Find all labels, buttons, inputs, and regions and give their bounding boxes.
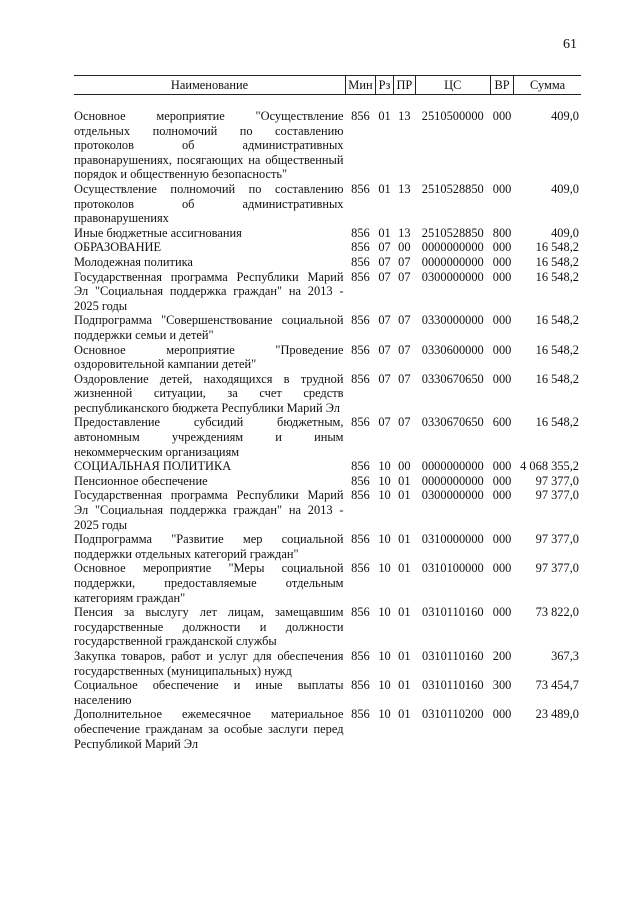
row-cs: 0000000000 xyxy=(421,254,484,269)
row-vr: 000 xyxy=(492,254,512,269)
row-name: Осуществление полномочий по составлению протоколов об административных правонарушениях xyxy=(74,181,344,226)
row-sum: 97 377,0 xyxy=(535,561,579,576)
row-rz: 07 xyxy=(378,240,391,255)
row-vr: 200 xyxy=(492,648,512,663)
row-sum: 23 489,0 xyxy=(535,707,579,722)
row-rz: 10 xyxy=(378,488,391,503)
row-sum: 16 548,2 xyxy=(535,269,579,284)
row-min: 856 xyxy=(351,473,370,488)
row-cs: 2510528850 xyxy=(421,181,484,196)
table-row xyxy=(74,474,581,489)
row-pr: 07 xyxy=(398,415,411,430)
table-body xyxy=(74,95,581,752)
row-vr: 600 xyxy=(492,415,512,430)
table-row xyxy=(74,678,581,707)
table-row xyxy=(74,313,581,342)
row-vr: 000 xyxy=(492,532,512,547)
table-row xyxy=(74,415,581,459)
row-cs: 0310110160 xyxy=(422,605,484,620)
row-name: Пенсионное обеспечение xyxy=(74,473,208,488)
row-pr: 07 xyxy=(398,313,411,328)
row-sum: 97 377,0 xyxy=(535,473,579,488)
row-sum: 4 068 355,2 xyxy=(520,459,579,474)
row-cs: 0000000000 xyxy=(421,459,484,474)
row-min: 856 xyxy=(351,313,370,328)
row-pr: 13 xyxy=(398,181,411,196)
row-name: СОЦИАЛЬНАЯ ПОЛИТИКА xyxy=(74,459,232,474)
row-cs: 0310110160 xyxy=(422,648,484,663)
row-min: 856 xyxy=(351,648,370,663)
header-pr: ПР xyxy=(394,76,415,95)
row-sum: 409,0 xyxy=(551,181,579,196)
row-name: Подпрограмма "Развитие мер социальной поддержки отдельных категорий граждан" xyxy=(74,532,344,561)
row-sum: 367,3 xyxy=(551,648,579,663)
table-row xyxy=(74,240,581,255)
row-rz: 10 xyxy=(378,678,391,693)
row-cs: 0310000000 xyxy=(421,532,484,547)
row-cs: 0330000000 xyxy=(421,313,484,328)
row-vr: 000 xyxy=(492,313,512,328)
table-row xyxy=(74,372,581,416)
row-cs: 0300000000 xyxy=(421,488,484,503)
row-vr: 000 xyxy=(492,371,512,386)
row-rz: 07 xyxy=(378,415,391,430)
row-vr: 000 xyxy=(492,342,512,357)
row-vr: 000 xyxy=(492,605,512,620)
table-row xyxy=(74,343,581,372)
row-min: 856 xyxy=(351,225,370,240)
row-min: 856 xyxy=(351,269,370,284)
row-vr: 000 xyxy=(492,269,512,284)
row-rz: 07 xyxy=(378,254,391,269)
row-vr: 000 xyxy=(492,707,512,722)
table-row xyxy=(74,109,581,182)
row-pr: 13 xyxy=(398,109,411,123)
row-rz: 10 xyxy=(378,561,391,576)
budget-table xyxy=(74,75,581,751)
row-rz: 10 xyxy=(378,707,391,722)
row-sum: 16 548,2 xyxy=(535,371,579,386)
row-min: 856 xyxy=(351,240,370,255)
row-min: 856 xyxy=(351,342,370,357)
row-pr: 01 xyxy=(398,561,411,576)
row-pr: 07 xyxy=(398,254,411,269)
row-pr: 00 xyxy=(398,240,411,255)
header-rz: Рз xyxy=(375,76,393,95)
row-pr: 00 xyxy=(398,459,411,474)
row-cs: 0300000000 xyxy=(421,269,484,284)
row-pr: 01 xyxy=(398,648,411,663)
row-sum: 16 548,2 xyxy=(535,254,579,269)
row-cs: 0330670650 xyxy=(421,371,484,386)
row-rz: 01 xyxy=(378,109,391,123)
row-min: 856 xyxy=(351,109,370,123)
row-name: Социальное обеспечение и иные выплаты населению xyxy=(74,678,344,707)
row-vr: 000 xyxy=(492,561,512,576)
row-sum: 409,0 xyxy=(551,225,579,240)
row-rz: 10 xyxy=(378,473,391,488)
table-row xyxy=(74,561,581,605)
row-rz: 07 xyxy=(378,371,391,386)
row-min: 856 xyxy=(351,532,370,547)
row-rz: 10 xyxy=(378,648,391,663)
header-cs: ЦС xyxy=(415,76,491,95)
page-number: 61 xyxy=(563,37,577,52)
table-row xyxy=(74,488,581,532)
row-name: Подпрограмма "Совершенствование социальной поддержки семьи и детей" xyxy=(74,313,344,342)
row-pr: 07 xyxy=(398,342,411,357)
row-min: 856 xyxy=(351,605,370,620)
row-rz: 10 xyxy=(378,605,391,620)
row-sum: 97 377,0 xyxy=(535,532,579,547)
header-vr: ВР xyxy=(491,76,514,95)
table-row xyxy=(74,459,581,474)
row-vr: 000 xyxy=(492,181,512,196)
row-name: ОБРАЗОВАНИЕ xyxy=(74,240,162,255)
row-rz: 07 xyxy=(378,269,391,284)
row-min: 856 xyxy=(351,459,370,474)
row-vr: 000 xyxy=(492,488,512,503)
table-row xyxy=(74,532,581,561)
row-cs: 0000000000 xyxy=(421,240,484,255)
row-name: Пенсия за выслугу лет лицам, замещавшим государственные должности и должности государственной гражданской службы xyxy=(74,605,344,649)
row-sum: 16 548,2 xyxy=(535,240,579,255)
row-cs: 0310100000 xyxy=(421,561,484,576)
row-pr: 13 xyxy=(398,225,411,240)
row-name: Дополнительное ежемесячное материальное обеспечение гражданам за особые заслуги перед Республикой Марий Эл xyxy=(74,707,344,751)
row-name: Закупка товаров, работ и услуг для обеспечения государственных (муниципальных) нужд xyxy=(74,648,344,678)
row-cs: 0310110200 xyxy=(422,707,484,722)
row-pr: 01 xyxy=(398,707,411,722)
row-vr: 000 xyxy=(492,473,512,488)
row-sum: 409,0 xyxy=(551,109,579,123)
row-rz: 07 xyxy=(378,342,391,357)
table-row xyxy=(74,707,581,751)
row-min: 856 xyxy=(351,415,370,430)
table-row xyxy=(74,182,581,226)
row-sum: 16 548,2 xyxy=(535,342,579,357)
row-cs: 0330600000 xyxy=(421,342,484,357)
row-cs: 0310110160 xyxy=(422,678,484,693)
row-rz: 10 xyxy=(378,459,391,474)
row-vr: 300 xyxy=(492,678,512,693)
row-cs: 0330670650 xyxy=(421,415,484,430)
row-pr: 01 xyxy=(398,473,411,488)
row-sum: 73 822,0 xyxy=(535,605,579,620)
row-pr: 01 xyxy=(398,488,411,503)
table-row xyxy=(74,605,581,649)
row-vr: 000 xyxy=(492,459,512,474)
row-pr: 01 xyxy=(398,532,411,547)
header-sum: Сумма xyxy=(514,76,581,95)
row-min: 856 xyxy=(351,254,370,269)
row-name: Основное мероприятие "Осуществление отдельных полномочий по составлению протоколов об административных правонарушениях, посягающих на общественный порядок и общественную безопасность" xyxy=(74,109,344,182)
table-row xyxy=(74,255,581,270)
row-rz: 01 xyxy=(378,181,391,196)
row-cs: 0000000000 xyxy=(421,473,484,488)
row-pr: 01 xyxy=(398,678,411,693)
row-name: Оздоровление детей, находящихся в трудной жизненной ситуации, за счет средств республиканского бюджета Республики Марий Эл xyxy=(74,371,344,415)
row-min: 856 xyxy=(351,561,370,576)
row-pr: 07 xyxy=(398,269,411,284)
row-cs: 2510528850 xyxy=(421,225,484,240)
table-row xyxy=(74,270,581,314)
row-pr: 01 xyxy=(398,605,411,620)
row-min: 856 xyxy=(351,707,370,722)
row-name: Предоставление субсидий бюджетным, автономным учреждениям и иным некоммерческим организациям xyxy=(74,415,344,459)
table-row xyxy=(74,226,581,241)
row-name: Молодежная политика xyxy=(74,254,193,269)
row-rz: 10 xyxy=(378,532,391,547)
row-name: Основное мероприятие "Проведение оздоровительной кампании детей" xyxy=(74,342,344,372)
row-sum: 97 377,0 xyxy=(535,488,579,503)
row-sum: 73 454,7 xyxy=(535,678,579,693)
row-sum: 16 548,2 xyxy=(535,415,579,430)
row-min: 856 xyxy=(351,371,370,386)
table-header xyxy=(74,76,581,95)
header-min: Мин xyxy=(346,76,376,95)
header-name: Наименование xyxy=(74,76,346,95)
row-rz: 01 xyxy=(378,225,391,240)
row-name: Государственная программа Республики Марий Эл "Социальная поддержка граждан" на 2013 - 2025 годы xyxy=(74,488,344,532)
row-vr: 800 xyxy=(492,225,512,240)
row-cs: 2510500000 xyxy=(421,109,484,123)
row-name: Государственная программа Республики Марий Эл "Социальная поддержка граждан" на 2013 - 2025 годы xyxy=(74,269,344,313)
row-rz: 07 xyxy=(378,313,391,328)
row-name: Основное мероприятие "Меры социальной поддержки, предоставляемые отдельным категориям граждан" xyxy=(74,561,344,605)
row-vr: 000 xyxy=(492,109,512,123)
table-row xyxy=(74,649,581,678)
row-sum: 16 548,2 xyxy=(535,313,579,328)
row-min: 856 xyxy=(351,181,370,196)
row-min: 856 xyxy=(351,678,370,693)
row-pr: 07 xyxy=(398,371,411,386)
row-min: 856 xyxy=(351,488,370,503)
row-name: Иные бюджетные ассигнования xyxy=(74,225,242,240)
row-vr: 000 xyxy=(492,240,512,255)
